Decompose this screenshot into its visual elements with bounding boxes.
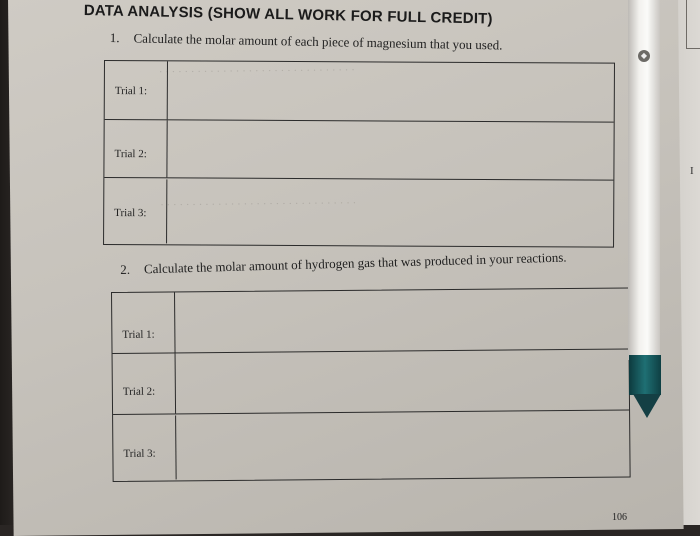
page-heading: DATA ANALYSIS (SHOW ALL WORK FOR FULL CREDIT) (83, 2, 493, 28)
label-cell (113, 353, 177, 414)
row-label: Trial 1: (114, 85, 148, 98)
show-through-text: · · · · · · · · · · · · · · · · · · · · · · · · · · · · · · · (158, 64, 355, 79)
question-1-number: 1. (109, 30, 120, 46)
row-label: Trial 2: (114, 148, 147, 161)
label-cell (104, 179, 167, 243)
table-row (113, 349, 630, 415)
table-row (105, 61, 614, 123)
question-1-text: Calculate the molar amount of each piece of magnesium that you used. (133, 30, 503, 53)
show-through-text: · · · · · · · · · · · · · · · · · · · · · · · · · · · · · · · (160, 197, 357, 212)
row-label: Trial 3: (114, 207, 147, 220)
page-number: 106 (612, 512, 627, 523)
row-label: Trial 1: (122, 328, 155, 341)
table-row (113, 411, 630, 480)
pencil-tip-icon (633, 394, 661, 418)
row-label: Trial 3: (123, 447, 156, 460)
answer-table-1 (103, 60, 615, 248)
label-cell (105, 61, 168, 119)
label-cell (112, 292, 176, 353)
question-2-number: 2. (120, 261, 131, 277)
table-row (112, 288, 629, 354)
table-row (104, 179, 613, 246)
pencil-marking-icon: ◆ (638, 50, 650, 62)
facing-page-box (686, 0, 700, 49)
margin-mark: I (690, 165, 694, 177)
pencil-band (629, 355, 661, 395)
label-cell (113, 415, 177, 480)
question-2-text: Calculate the molar amount of hydrogen gas that was produced in your reactions. (143, 249, 567, 277)
label-cell (104, 120, 167, 177)
answer-table-2 (111, 287, 631, 482)
table-row (104, 120, 613, 181)
row-label: Trial 2: (122, 385, 156, 398)
